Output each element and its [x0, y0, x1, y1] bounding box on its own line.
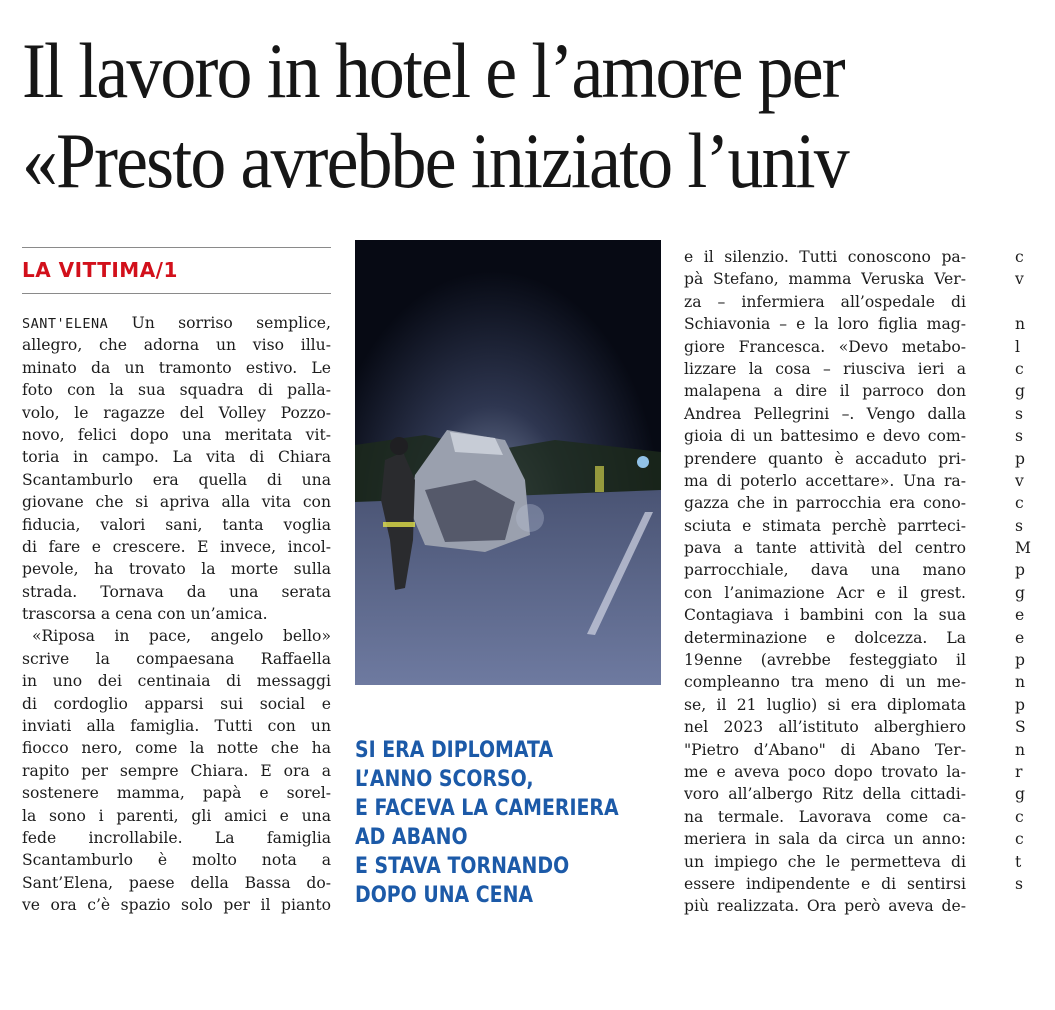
column-3-line: p: [1015, 561, 1025, 580]
column-2-line: lizzare la cosa – riusciva ieri a: [684, 359, 966, 378]
column-3-line: t: [1015, 852, 1022, 871]
column-2-line: ma di poterlo accettare». Una ra-: [684, 471, 966, 490]
column-3-line: [1015, 291, 1055, 313]
column-2-line: gioia di un battesimo e devo com-: [684, 427, 966, 446]
column-1-line: ve ora c’è spazio solo per il pianto: [22, 896, 331, 915]
column-2-line: gazza che in parrocchia era cono-: [684, 494, 966, 513]
column-3-line: g: [1015, 382, 1025, 401]
column-1-line: «Riposa in pace, angelo bello»: [32, 627, 331, 646]
column-2-line: pava a tante attività del centro: [684, 539, 966, 558]
headline-line-1: Il lavoro in hotel e l’amore per: [22, 27, 844, 114]
column-2-line: giore Francesca. «Devo metabo-: [684, 337, 966, 356]
column-2-line: malapena a dire il parroco don: [684, 382, 966, 401]
column-1-line: trascorsa a cena con un’amica.: [22, 605, 268, 624]
column-3-line: p: [1015, 695, 1025, 714]
column-3-line: c: [1015, 248, 1024, 266]
article-column-3-clipped: [1015, 246, 1055, 895]
column-3-line: c: [1015, 830, 1024, 849]
column-1-line: fede incrollabile. La famiglia: [22, 828, 331, 847]
column-1-line: giovane che si apriva alla vita con: [22, 493, 331, 512]
kicker-bottom-rule: [22, 293, 331, 294]
column-2-line: 19enne (avrebbe festeggiato il: [684, 651, 966, 670]
article-column-2: [684, 246, 966, 918]
column-3-line: e: [1015, 606, 1025, 625]
column-1-first-line: [22, 312, 331, 334]
column-3-line: M: [1015, 539, 1031, 558]
column-2-line: "Pietro d’Abano" di Abano Ter-: [684, 740, 966, 759]
column-2-line: za – infermiera all’ospedale di: [684, 292, 966, 311]
column-2-line: voro all’albergo Ritz della cittadi-: [684, 785, 966, 804]
column-3-line: v: [1015, 270, 1024, 289]
column-2-line: pà Stefano, mamma Veruska Ver-: [684, 270, 966, 289]
caption-line: SI ERA DIPLOMATA: [355, 738, 554, 763]
column-1-line: fiocco nero, come la notte che ha: [22, 739, 331, 758]
column-3-line: s: [1015, 874, 1024, 893]
column-3-line: p: [1015, 449, 1025, 468]
column-1-line: foto con la sua squadra di palla-: [22, 381, 331, 400]
column-3-line: n: [1015, 673, 1026, 692]
column-1-line: minato da un tramonto estivo. Le: [22, 358, 331, 377]
accident-photo: [355, 240, 661, 685]
column-1-line: toria in campo. La vita di Chiara: [22, 448, 331, 467]
column-2-line: meriera in sala da circa un anno:: [684, 830, 966, 849]
column-2-line: compleanno tra meno di un me-: [684, 673, 966, 692]
column-1-line: Scantamburlo è molto nota a: [22, 851, 331, 870]
column-2-line: na termale. Lavorava come ca-: [684, 807, 966, 826]
column-3-line: s: [1015, 516, 1024, 535]
column-2-line: Andrea Pellegrini –. Vengo dalla: [684, 404, 966, 423]
column-2-line: me e aveva poco dopo trovato la-: [684, 762, 966, 781]
column-3-line: g: [1015, 583, 1025, 602]
caption-line: E STAVA TORNANDO: [355, 854, 570, 879]
column-1-line: Scantamburlo era quella di una: [22, 470, 331, 489]
caption-line: DOPO UNA CENA: [355, 883, 534, 908]
column-1-line: Sant’Elena, paese della Bassa do-: [22, 873, 331, 892]
column-1-line: sostenere mamma, papà e sorel-: [22, 784, 331, 803]
column-1-line: la sono i parenti, gli amici e una: [22, 806, 331, 825]
column-2-line: nel 2023 all’istituto alberghiero: [684, 718, 966, 737]
column-3-line: s: [1015, 427, 1024, 446]
column-1-line: rapito per sempre Chiara. E ora a: [22, 761, 331, 780]
column-2-line: Contagiava i bambini con la sua: [684, 606, 966, 625]
column-3-line: p: [1015, 651, 1025, 670]
column-3-line: r: [1015, 762, 1023, 781]
caption-line: AD ABANO: [355, 825, 468, 850]
column-3-line: c: [1015, 359, 1024, 378]
column-3-line: e: [1015, 628, 1025, 647]
column-3-line: c: [1015, 807, 1024, 826]
dateline: SANT'ELENA: [22, 316, 109, 332]
column-3-line: v: [1015, 471, 1024, 490]
column-3-line: s: [1015, 404, 1024, 423]
section-kicker: LA VITTIMA/1: [22, 258, 178, 282]
column-2-line: più realizzata. Ora però aveva de-: [684, 897, 966, 916]
column-3-line: l: [1015, 337, 1020, 356]
column-1-line: in uno dei centinaia di messaggi: [22, 672, 331, 691]
accident-scene-image: [355, 240, 661, 685]
headline-line-2: «Presto avrebbe iniziato l’univ: [22, 117, 848, 204]
column-2-line: e il silenzio. Tutti conoscono pa-: [684, 248, 966, 266]
article-column-1: [22, 312, 331, 917]
column-1-line: novo, felici dopo una meritata vit-: [22, 425, 331, 444]
column-1-line: allegro, che adorna un viso illu-: [22, 336, 331, 355]
column-2-line: determinazione e dolcezza. La: [684, 628, 966, 647]
column-3-line: c: [1015, 494, 1024, 513]
column-1-line: inviati alla famiglia. Tutti con un: [22, 717, 331, 736]
column-3-line: S: [1015, 718, 1026, 737]
column-1-line: volo, le ragazze del Volley Pozzo-: [22, 403, 331, 422]
column-1-line: pevole, ha trovato la morte sulla: [22, 560, 331, 579]
photo-caption: [355, 736, 630, 910]
column-3-line: n: [1015, 315, 1026, 334]
column-2-line: se, il 21 luglio) si era diplomata: [684, 695, 966, 714]
caption-line: L’ANNO SCORSO,: [355, 767, 534, 792]
column-1-line: strada. Tornava da una serata: [22, 582, 331, 601]
kicker-top-rule: [22, 247, 331, 248]
column-2-line: Schiavonia – e la loro figlia mag-: [684, 315, 966, 334]
column-2-line: parrocchiale, dava una mano: [684, 561, 966, 580]
column-2-line: essere indipendente e di sentirsi: [684, 874, 966, 893]
column-1-line: Un sorriso semplice,: [108, 314, 331, 332]
column-2-line: con l’animazione Acr e il grest.: [684, 583, 966, 602]
column-3-line: n: [1015, 740, 1026, 759]
column-1-line: scrive la compaesana Raffaella: [22, 649, 331, 668]
column-1-line: di cordoglio apparsi sui social e: [22, 694, 331, 713]
column-2-line: un impiego che le permetteva di: [684, 852, 966, 871]
column-1-line: di fare e crescere. E invece, incol-: [22, 537, 331, 556]
column-2-line: sciuta e stimata perchè parrteci-: [684, 516, 966, 535]
column-3-line: g: [1015, 785, 1025, 804]
column-1-line: fiducia, valori sani, tanta voglia: [22, 515, 331, 534]
column-2-line: prendere quanto è accaduto pri-: [684, 449, 966, 468]
caption-line: E FACEVA LA CAMERIERA: [355, 796, 619, 821]
